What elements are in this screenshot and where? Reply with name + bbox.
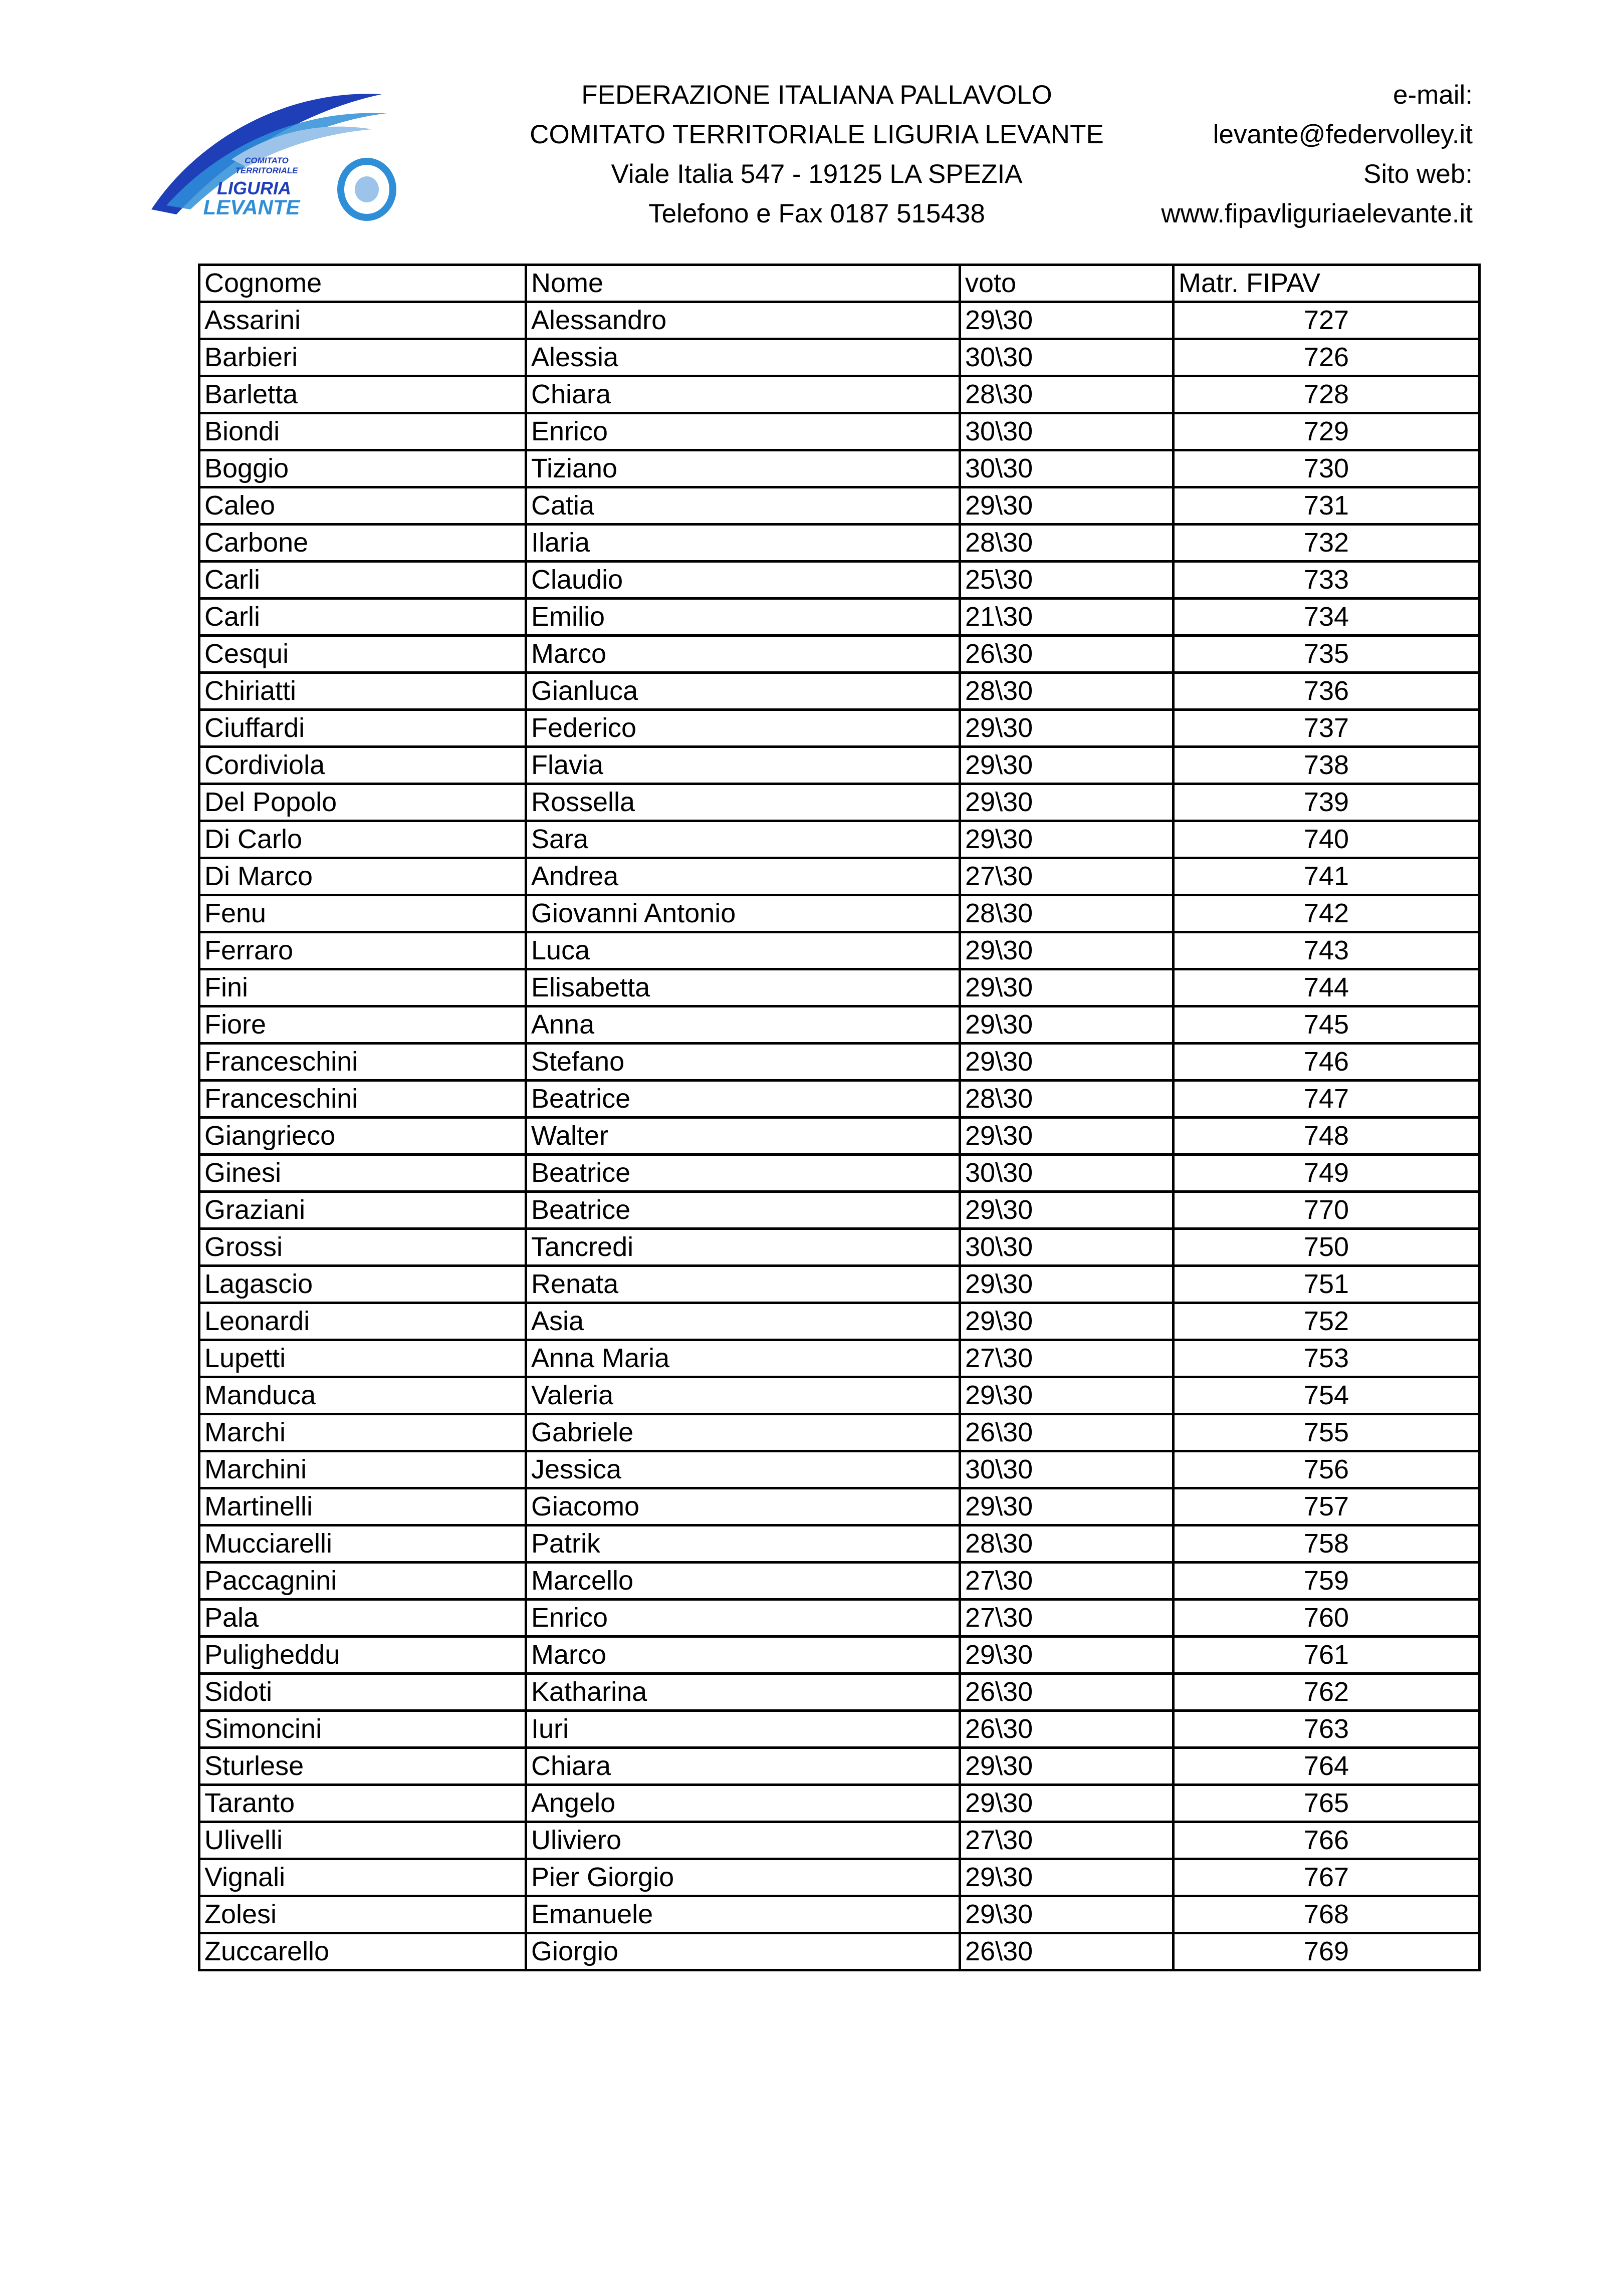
cell-matricola: 735	[1174, 636, 1480, 673]
table-row	[199, 636, 1480, 673]
table-row	[199, 1118, 1480, 1155]
cell-matricola: 734	[1174, 599, 1480, 636]
cell-nome: Chiara	[526, 1748, 960, 1785]
website-address: www.fipavliguriaelevante.it	[1161, 199, 1473, 228]
cell-voto: 29\30	[960, 487, 1174, 525]
table-row	[199, 932, 1480, 969]
table-header-row	[199, 265, 1480, 302]
cell-cognome: Chiriatti	[199, 673, 526, 710]
cell-nome: Beatrice	[526, 1192, 960, 1229]
cell-matricola: 728	[1174, 376, 1480, 413]
cell-voto: 21\30	[960, 599, 1174, 636]
table-row	[199, 1933, 1480, 1970]
table-row	[199, 1488, 1480, 1525]
results-table-body	[199, 265, 1480, 1970]
table-row	[199, 1303, 1480, 1340]
cell-matricola: 765	[1174, 1785, 1480, 1822]
cell-cognome: Vignali	[199, 1859, 526, 1896]
cell-matricola: 732	[1174, 525, 1480, 562]
cell-nome: Marco	[526, 1637, 960, 1674]
column-header-voto: voto	[960, 265, 1174, 302]
cell-voto: 27\30	[960, 858, 1174, 895]
cell-matricola: 752	[1174, 1303, 1480, 1340]
cell-cognome: Assarini	[199, 302, 526, 339]
cell-nome: Anna	[526, 1006, 960, 1044]
cell-nome: Emanuele	[526, 1896, 960, 1933]
cell-matricola: 763	[1174, 1711, 1480, 1748]
cell-cognome: Pala	[199, 1600, 526, 1637]
cell-matricola: 743	[1174, 932, 1480, 969]
cell-matricola: 740	[1174, 821, 1480, 858]
cell-voto: 29\30	[960, 1303, 1174, 1340]
cell-cognome: Leonardi	[199, 1303, 526, 1340]
cell-matricola: 739	[1174, 784, 1480, 821]
table-row	[199, 784, 1480, 821]
cell-cognome: Sturlese	[199, 1748, 526, 1785]
table-row	[199, 1155, 1480, 1192]
cell-cognome: Barletta	[199, 376, 526, 413]
cell-voto: 29\30	[960, 1192, 1174, 1229]
table-row	[199, 1340, 1480, 1377]
table-row	[199, 487, 1480, 525]
cell-matricola: 753	[1174, 1340, 1480, 1377]
cell-cognome: Manduca	[199, 1377, 526, 1414]
cell-cognome: Graziani	[199, 1192, 526, 1229]
cell-cognome: Fenu	[199, 895, 526, 932]
cell-voto: 30\30	[960, 1155, 1174, 1192]
cell-cognome: Sidoti	[199, 1674, 526, 1711]
table-row	[199, 1748, 1480, 1785]
committee-address: Viale Italia 547 - 19125 LA SPEZIA	[611, 159, 1023, 189]
table-row	[199, 1674, 1480, 1711]
table-row	[199, 747, 1480, 784]
cell-cognome: Fini	[199, 969, 526, 1006]
cell-voto: 29\30	[960, 1896, 1174, 1933]
cell-voto: 26\30	[960, 1414, 1174, 1451]
cell-matricola: 755	[1174, 1414, 1480, 1451]
cell-matricola: 748	[1174, 1118, 1480, 1155]
cell-cognome: Marchini	[199, 1451, 526, 1488]
cell-matricola: 762	[1174, 1674, 1480, 1711]
table-row	[199, 562, 1480, 599]
cell-nome: Andrea	[526, 858, 960, 895]
website-label: Sito web:	[1363, 159, 1473, 189]
cell-cognome: Paccagnini	[199, 1563, 526, 1600]
cell-matricola: 744	[1174, 969, 1480, 1006]
cell-voto: 26\30	[960, 1933, 1174, 1970]
table-row	[199, 1859, 1480, 1896]
table-row	[199, 1192, 1480, 1229]
cell-nome: Asia	[526, 1303, 960, 1340]
cell-cognome: Zolesi	[199, 1896, 526, 1933]
column-header-nome: Nome	[526, 265, 960, 302]
cell-cognome: Lagascio	[199, 1266, 526, 1303]
cell-voto: 29\30	[960, 747, 1174, 784]
cell-nome: Chiara	[526, 376, 960, 413]
cell-cognome: Cesqui	[199, 636, 526, 673]
cell-voto: 30\30	[960, 1451, 1174, 1488]
cell-matricola: 733	[1174, 562, 1480, 599]
cell-cognome: Grossi	[199, 1229, 526, 1266]
logo-line-3: LIGURIA	[217, 178, 291, 198]
cell-voto: 29\30	[960, 710, 1174, 747]
cell-nome: Giovanni Antonio	[526, 895, 960, 932]
cell-cognome: Ferraro	[199, 932, 526, 969]
cell-nome: Alessia	[526, 339, 960, 376]
cell-cognome: Carbone	[199, 525, 526, 562]
cell-matricola: 766	[1174, 1822, 1480, 1859]
cell-matricola: 754	[1174, 1377, 1480, 1414]
table-row	[199, 1006, 1480, 1044]
cell-voto: 30\30	[960, 450, 1174, 487]
cell-cognome: Franceschini	[199, 1081, 526, 1118]
cell-matricola: 757	[1174, 1488, 1480, 1525]
cell-voto: 25\30	[960, 562, 1174, 599]
cell-nome: Gabriele	[526, 1414, 960, 1451]
cell-matricola: 769	[1174, 1933, 1480, 1970]
cell-cognome: Carli	[199, 599, 526, 636]
cell-voto: 27\30	[960, 1563, 1174, 1600]
cell-matricola: 737	[1174, 710, 1480, 747]
cell-matricola: 759	[1174, 1563, 1480, 1600]
committee-name: COMITATO TERRITORIALE LIGURIA LEVANTE	[530, 120, 1104, 149]
cell-matricola: 749	[1174, 1155, 1480, 1192]
cell-matricola: 746	[1174, 1044, 1480, 1081]
cell-cognome: Puligheddu	[199, 1637, 526, 1674]
table-row	[199, 1896, 1480, 1933]
email-address: levante@federvolley.it	[1213, 120, 1473, 149]
committee-phone: Telefono e Fax 0187 515438	[648, 199, 985, 228]
cell-matricola: 770	[1174, 1192, 1480, 1229]
cell-cognome: Di Carlo	[199, 821, 526, 858]
column-header-cognome: Cognome	[199, 265, 526, 302]
cell-voto: 29\30	[960, 1785, 1174, 1822]
cell-matricola: 741	[1174, 858, 1480, 895]
cell-voto: 29\30	[960, 1748, 1174, 1785]
cell-cognome: Marchi	[199, 1414, 526, 1451]
federation-header	[501, 75, 1132, 233]
table-row	[199, 1451, 1480, 1488]
cell-cognome: Del Popolo	[199, 784, 526, 821]
table-row	[199, 1377, 1480, 1414]
cell-nome: Anna Maria	[526, 1340, 960, 1377]
table-row	[199, 1081, 1480, 1118]
table-row	[199, 1044, 1480, 1081]
table-row	[199, 1637, 1480, 1674]
cell-matricola: 745	[1174, 1006, 1480, 1044]
cell-cognome: Ginesi	[199, 1155, 526, 1192]
table-row	[199, 413, 1480, 450]
cell-nome: Alessandro	[526, 302, 960, 339]
cell-cognome: Ciuffardi	[199, 710, 526, 747]
table-row	[199, 599, 1480, 636]
federation-name: FEDERAZIONE ITALIANA PALLAVOLO	[581, 80, 1052, 110]
cell-matricola: 738	[1174, 747, 1480, 784]
table-row	[199, 1711, 1480, 1748]
cell-nome: Giorgio	[526, 1933, 960, 1970]
cell-cognome: Martinelli	[199, 1488, 526, 1525]
cell-voto: 27\30	[960, 1600, 1174, 1637]
cell-nome: Beatrice	[526, 1155, 960, 1192]
cell-nome: Claudio	[526, 562, 960, 599]
table-row	[199, 858, 1480, 895]
table-row	[199, 302, 1480, 339]
cell-nome: Jessica	[526, 1451, 960, 1488]
cell-nome: Stefano	[526, 1044, 960, 1081]
cell-matricola: 768	[1174, 1896, 1480, 1933]
cell-nome: Tancredi	[526, 1229, 960, 1266]
cell-cognome: Barbieri	[199, 339, 526, 376]
cell-nome: Enrico	[526, 413, 960, 450]
cell-matricola: 726	[1174, 339, 1480, 376]
cell-matricola: 747	[1174, 1081, 1480, 1118]
cell-nome: Enrico	[526, 1600, 960, 1637]
cell-voto: 28\30	[960, 376, 1174, 413]
cell-matricola: 731	[1174, 487, 1480, 525]
cell-voto: 29\30	[960, 1044, 1174, 1081]
email-label: e-mail:	[1393, 80, 1473, 110]
cell-voto: 30\30	[960, 413, 1174, 450]
table-row	[199, 1600, 1480, 1637]
cell-voto: 29\30	[960, 302, 1174, 339]
logo-line-2: TERRITORIALE	[235, 166, 298, 175]
table-row	[199, 895, 1480, 932]
cell-cognome: Taranto	[199, 1785, 526, 1822]
table-row	[199, 450, 1480, 487]
cell-voto: 28\30	[960, 1525, 1174, 1563]
cell-voto: 29\30	[960, 821, 1174, 858]
cell-nome: Katharina	[526, 1674, 960, 1711]
table-row	[199, 339, 1480, 376]
cell-nome: Emilio	[526, 599, 960, 636]
cell-nome: Sara	[526, 821, 960, 858]
logo-graphic	[146, 74, 407, 234]
table-row	[199, 1785, 1480, 1822]
cell-matricola: 767	[1174, 1859, 1480, 1896]
cell-cognome: Cordiviola	[199, 747, 526, 784]
table-row	[199, 525, 1480, 562]
cell-voto: 28\30	[960, 673, 1174, 710]
cell-voto: 30\30	[960, 1229, 1174, 1266]
cell-voto: 29\30	[960, 1266, 1174, 1303]
results-table	[198, 264, 1481, 1971]
cell-matricola: 750	[1174, 1229, 1480, 1266]
cell-nome: Ilaria	[526, 525, 960, 562]
cell-nome: Uliviero	[526, 1822, 960, 1859]
cell-matricola: 742	[1174, 895, 1480, 932]
cell-nome: Pier Giorgio	[526, 1859, 960, 1896]
table-row	[199, 821, 1480, 858]
cell-cognome: Caleo	[199, 487, 526, 525]
cell-nome: Renata	[526, 1266, 960, 1303]
cell-voto: 29\30	[960, 1859, 1174, 1896]
committee-logo	[146, 74, 407, 234]
cell-cognome: Zuccarello	[199, 1933, 526, 1970]
table-row	[199, 1266, 1480, 1303]
cell-voto: 28\30	[960, 895, 1174, 932]
cell-matricola: 760	[1174, 1600, 1480, 1637]
cell-nome: Flavia	[526, 747, 960, 784]
cell-voto: 29\30	[960, 1118, 1174, 1155]
cell-nome: Marcello	[526, 1563, 960, 1600]
cell-voto: 29\30	[960, 1377, 1174, 1414]
cell-voto: 28\30	[960, 1081, 1174, 1118]
cell-voto: 28\30	[960, 525, 1174, 562]
cell-voto: 27\30	[960, 1822, 1174, 1859]
cell-cognome: Biondi	[199, 413, 526, 450]
table-row	[199, 673, 1480, 710]
cell-nome: Elisabetta	[526, 969, 960, 1006]
cell-cognome: Boggio	[199, 450, 526, 487]
cell-nome: Rossella	[526, 784, 960, 821]
cell-voto: 30\30	[960, 339, 1174, 376]
cell-voto: 29\30	[960, 932, 1174, 969]
cell-cognome: Ulivelli	[199, 1822, 526, 1859]
table-row	[199, 710, 1480, 747]
cell-matricola: 751	[1174, 1266, 1480, 1303]
cell-matricola: 756	[1174, 1451, 1480, 1488]
logo-line-1: COMITATO	[245, 156, 289, 165]
cell-nome: Marco	[526, 636, 960, 673]
table-row	[199, 1822, 1480, 1859]
cell-voto: 29\30	[960, 1006, 1174, 1044]
cell-nome: Gianluca	[526, 673, 960, 710]
cell-nome: Iuri	[526, 1711, 960, 1748]
cell-cognome: Carli	[199, 562, 526, 599]
cell-cognome: Simoncini	[199, 1711, 526, 1748]
cell-matricola: 764	[1174, 1748, 1480, 1785]
cell-matricola: 761	[1174, 1637, 1480, 1674]
cell-nome: Catia	[526, 487, 960, 525]
cell-voto: 29\30	[960, 784, 1174, 821]
cell-cognome: Di Marco	[199, 858, 526, 895]
cell-nome: Tiziano	[526, 450, 960, 487]
cell-cognome: Franceschini	[199, 1044, 526, 1081]
cell-voto: 26\30	[960, 1674, 1174, 1711]
cell-matricola: 727	[1174, 302, 1480, 339]
cell-nome: Luca	[526, 932, 960, 969]
cell-cognome: Mucciarelli	[199, 1525, 526, 1563]
cell-nome: Angelo	[526, 1785, 960, 1822]
table-row	[199, 969, 1480, 1006]
logo-line-4: LEVANTE	[203, 195, 300, 219]
cell-nome: Giacomo	[526, 1488, 960, 1525]
cell-voto: 29\30	[960, 1488, 1174, 1525]
cell-matricola: 736	[1174, 673, 1480, 710]
column-header-matricola: Matr. FIPAV	[1174, 265, 1480, 302]
cell-voto: 26\30	[960, 636, 1174, 673]
cell-cognome: Giangrieco	[199, 1118, 526, 1155]
table-row	[199, 1563, 1480, 1600]
table-row	[199, 376, 1480, 413]
table-row	[199, 1525, 1480, 1563]
cell-voto: 29\30	[960, 969, 1174, 1006]
cell-matricola: 758	[1174, 1525, 1480, 1563]
cell-nome: Beatrice	[526, 1081, 960, 1118]
cell-matricola: 730	[1174, 450, 1480, 487]
table-row	[199, 1414, 1480, 1451]
cell-nome: Patrik	[526, 1525, 960, 1563]
cell-nome: Valeria	[526, 1377, 960, 1414]
contact-block	[1112, 75, 1473, 233]
cell-cognome: Lupetti	[199, 1340, 526, 1377]
cell-nome: Federico	[526, 710, 960, 747]
cell-matricola: 729	[1174, 413, 1480, 450]
cell-voto: 26\30	[960, 1711, 1174, 1748]
cell-voto: 29\30	[960, 1637, 1174, 1674]
cell-cognome: Fiore	[199, 1006, 526, 1044]
cell-voto: 27\30	[960, 1340, 1174, 1377]
table-row	[199, 1229, 1480, 1266]
cell-nome: Walter	[526, 1118, 960, 1155]
